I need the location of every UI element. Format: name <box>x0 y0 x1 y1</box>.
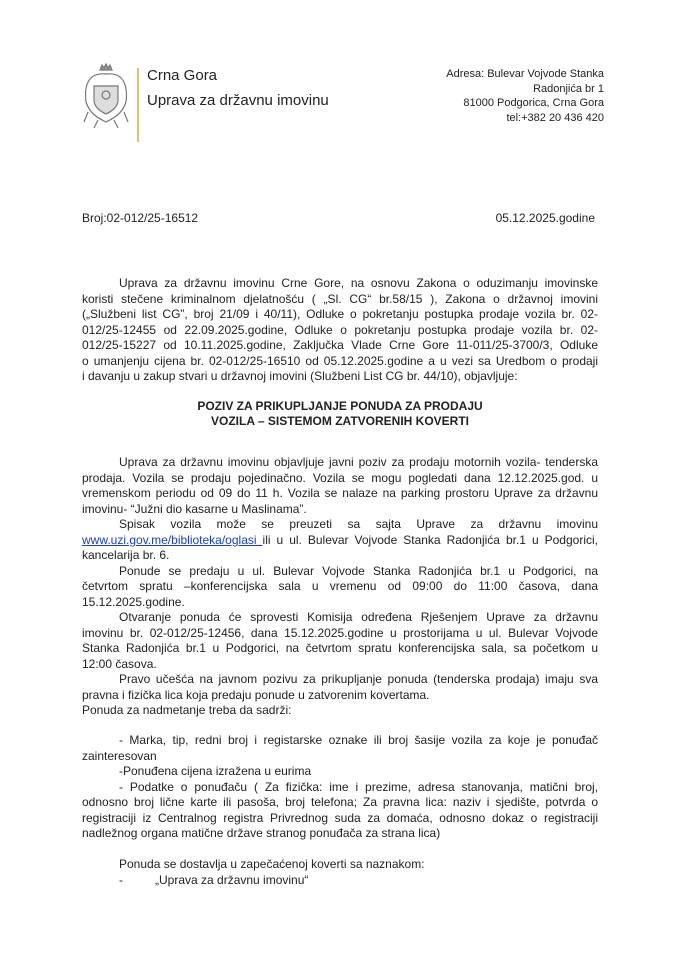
notice-subtitle: VOZILA – SISTEMOM ZATVORENIH KOVERTI <box>210 414 469 428</box>
phone-line: tel:+382 20 436 420 <box>506 111 604 124</box>
requirement-item: nadležnog organa matične države stranog ponuđača za strana lica) <box>82 826 441 840</box>
body-line: Stanka Radonjića br.1 u Podgorici, na četvrtom spratu konferencijska sala, sa početkom u <box>82 641 598 655</box>
address-line: 81000 Podgorica, Crna Gora <box>463 97 604 109</box>
body-line: vremenskom periodu od 09 do 11 h. Vozila se nalaze na parking prostoru Uprave za državnu <box>82 486 598 500</box>
coat-of-arms-logo <box>80 62 132 130</box>
address-line: Radonjića br 1 <box>533 82 604 95</box>
intro-line: („Službeni list CG”, broj 21/09 i 40/11), Odluke o pokretanju postupka prodaje vozila br. 02- <box>82 307 598 321</box>
body-line <box>82 533 598 549</box>
body-line: imovinu- “Južni dio kasarne u Maslinama”. <box>82 501 307 516</box>
body-text: ili u ul. Bulevar Vojvode Stanka Radonjića br.1 u Podgorici, <box>262 532 598 547</box>
address-block <box>446 67 604 125</box>
requirement-item: odnosno broj lične karte ili pasoša, broj telefona; Za pravna lica: naziv i sjedište, potvrda o <box>82 795 598 809</box>
notice-title: POZIV ZA PRIKUPLJANJE PONUDA ZA PRODAJU <box>197 399 483 413</box>
body-line: kancelarija br. 6. <box>82 548 170 562</box>
body-line: 12:00 časova. <box>82 656 157 671</box>
delivery-bullet: - <box>119 872 123 887</box>
intro-line: 012/25-12455 od 22.09.2025.godine, Odluke o pokretanju postupka prodaje vozila br. 02- <box>82 322 598 337</box>
address-line: Adresa: Bulevar Vojvode Stanka <box>446 68 604 80</box>
body-line: 15.12.2025.godine. <box>82 594 185 609</box>
requirement-item: -Ponuđena cijena izražena u eurima <box>119 764 312 778</box>
intro-line: 012/25-15227 od 10.11.2025.godine, Zaključka Vlade Crne Gore 11-011/25-3700/3, Odluke <box>82 338 598 352</box>
country-name: Crna Gora <box>147 67 218 84</box>
document-date: 05.12.2025.godine <box>495 211 595 225</box>
body-line: pravna i fizička lica koja predaju ponude u zatvorenim kovertama. <box>82 687 430 702</box>
requirements-heading: Ponuda za nadmetanje treba da sadrži: <box>82 703 292 717</box>
body-line: Uprava za državnu imovinu objavljuje javni poziv za prodaju motornih vozila- tenderska <box>119 455 598 469</box>
requirement-item: zainteresovan <box>82 748 157 763</box>
body-line: Otvaranje ponuda će sprovesti Komisija određena Rješenjem Uprave za državnu <box>119 610 598 624</box>
intro-line: i davanju u zakup stvari u državnoj imovini (Službeni List CG br. 44/10), objavljuje: <box>82 369 518 383</box>
body-line: imovinu br. 02-012/25-12456, dana 15.12.2025.godine u prostorijama u ul. Bulevar Vojvode <box>82 625 598 640</box>
intro-line: koristi stečene kriminalnom djelatnošću ( „Sl. CG“ br.58/15 ), Zakona o državnoj imovini <box>82 291 598 306</box>
delivery-label: „Uprava za državnu imovinu“ <box>155 872 309 887</box>
document-number: Broj:02-012/25-16512 <box>82 211 199 225</box>
header-divider <box>137 68 139 142</box>
requirement-item: - Marka, tip, redni broj i registarske oznake ili broj šasije vozila za koje je ponuđač <box>119 733 598 747</box>
body-line: četvrtom spratu –konferencijska sala u vremenu od 09:00 do 11:00 časova, dana <box>82 579 598 593</box>
delivery-text: Ponuda se dostavlja u zapečaćenoj koverti sa naznakom: <box>119 857 425 871</box>
requirement-item: - Podatke o ponuđaču ( Za fizička: ime i prezime, adresa stanovanja, matični broj, <box>119 779 598 794</box>
website-link[interactable]: www.uzi.gov.me/biblioteka/oglasi <box>82 532 263 547</box>
body-line: Spisak vozila može se preuzeti sa sajta Uprave za državnu imovinu <box>119 517 598 531</box>
body-line: Ponude se predaju u ul. Bulevar Vojvode Stanka Radonjića br.1 u Podgorici, na <box>119 563 598 578</box>
intro-line: Uprava za državnu imovinu Crne Gore, na osnovu Zakona o oduzimanju imovinske <box>119 276 598 290</box>
intro-line: o umanjenju cijena br. 02-012/25-16510 od 05.12.2025.godine a u vezi sa Uredbom o prodaji <box>82 353 598 368</box>
body-line: prodaja. Vozila se prodaju pojedinačno. Vozila se mogu pogledati dana 12.12.2025.god. u <box>82 470 598 485</box>
body-line: Pravo učešća na javnom pozivu za prikupljanje ponuda (tenderska prodaja) imaju sva <box>119 672 598 686</box>
institution-name: Uprava za državnu imovinu <box>147 92 329 109</box>
requirement-item: registraciji iz Centralnog registra Privrednog suda za domaća, odnosno dokaz o registraciji <box>82 810 598 825</box>
